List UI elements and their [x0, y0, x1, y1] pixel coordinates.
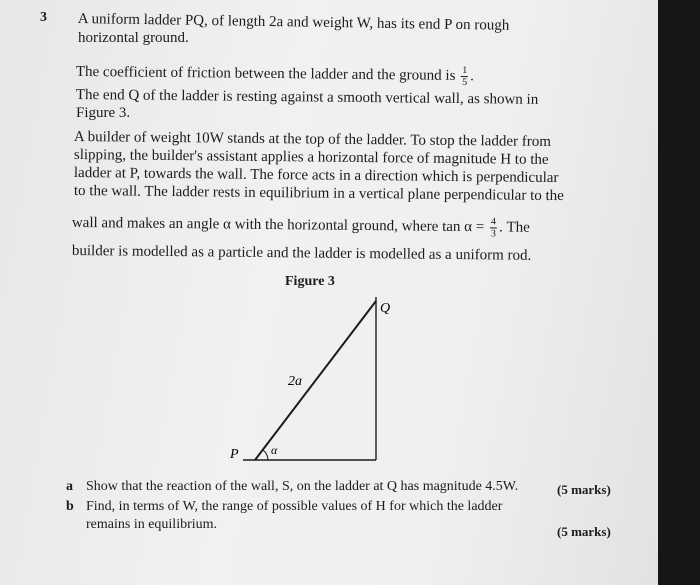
builder-line-6: builder is modelled as a particle and the ladder is modelled as a uniform rod. — [71, 242, 532, 264]
part-a-marks: (5 marks) — [557, 482, 611, 497]
wall-line-1: The end Q of the ladder is resting against a smooth vertical wall, as shown in — [75, 86, 539, 108]
ladder-rod — [255, 301, 376, 460]
builder-line-4: to the wall. The ladder rests in equilibrium in a vertical plane perpendicular to the — [73, 182, 564, 205]
builder-line-3: ladder at P, towards the wall. The force acts in a direction which is perpendicular — [73, 164, 559, 187]
angle-arc — [263, 450, 268, 460]
part-b-text-2: remains in equilibrium. — [86, 517, 218, 532]
tan-suffix: . The — [498, 219, 530, 236]
intro-line-1: A uniform ladder PQ, of length 2a and weight W, has its end P on rough — [77, 10, 510, 34]
builder-line-2: slipping, the builder's assistant applies a horizontal force of magnitude H to the — [73, 146, 549, 168]
part-b-marks: (5 marks) — [557, 524, 611, 539]
figure-title: Figure 3 — [285, 274, 335, 289]
friction-sentence: The coefficient of friction between the ladder and the ground is $\frac{1}{5}$ . — [75, 63, 475, 89]
wall-line-2: Figure 3. — [76, 105, 131, 121]
tan-text: wall and makes an angle α with the horizontal ground, where tan α = — [71, 214, 485, 236]
label-p: P — [230, 447, 239, 462]
part-b-letter: b — [66, 499, 74, 514]
label-q: Q — [380, 301, 391, 316]
tan-numerator: 4 — [491, 216, 497, 228]
friction-denominator: 5 — [462, 77, 468, 89]
label-length: 2a — [288, 374, 302, 389]
part-b-text-1: Find, in terms of W, the range of possible values of H for which the ladder — [86, 499, 503, 514]
tan-denominator: 3 — [490, 228, 496, 240]
part-a-text: Show that the reaction of the wall, S, on the ladder at Q has magnitude 4.5W. — [86, 479, 519, 494]
builder-line-1: A builder of weight 10W stands at the top of the ladder. To stop the ladder from — [73, 128, 552, 150]
friction-numerator: 1 — [462, 65, 468, 77]
part-a-letter: a — [66, 479, 73, 494]
friction-text: The coefficient of friction between the ladder and the ground is — [75, 63, 456, 84]
intro-line-2: horizontal ground. — [78, 30, 189, 46]
label-angle: α — [271, 443, 278, 457]
dark-border — [658, 0, 700, 585]
question-number: 3 — [40, 10, 47, 25]
